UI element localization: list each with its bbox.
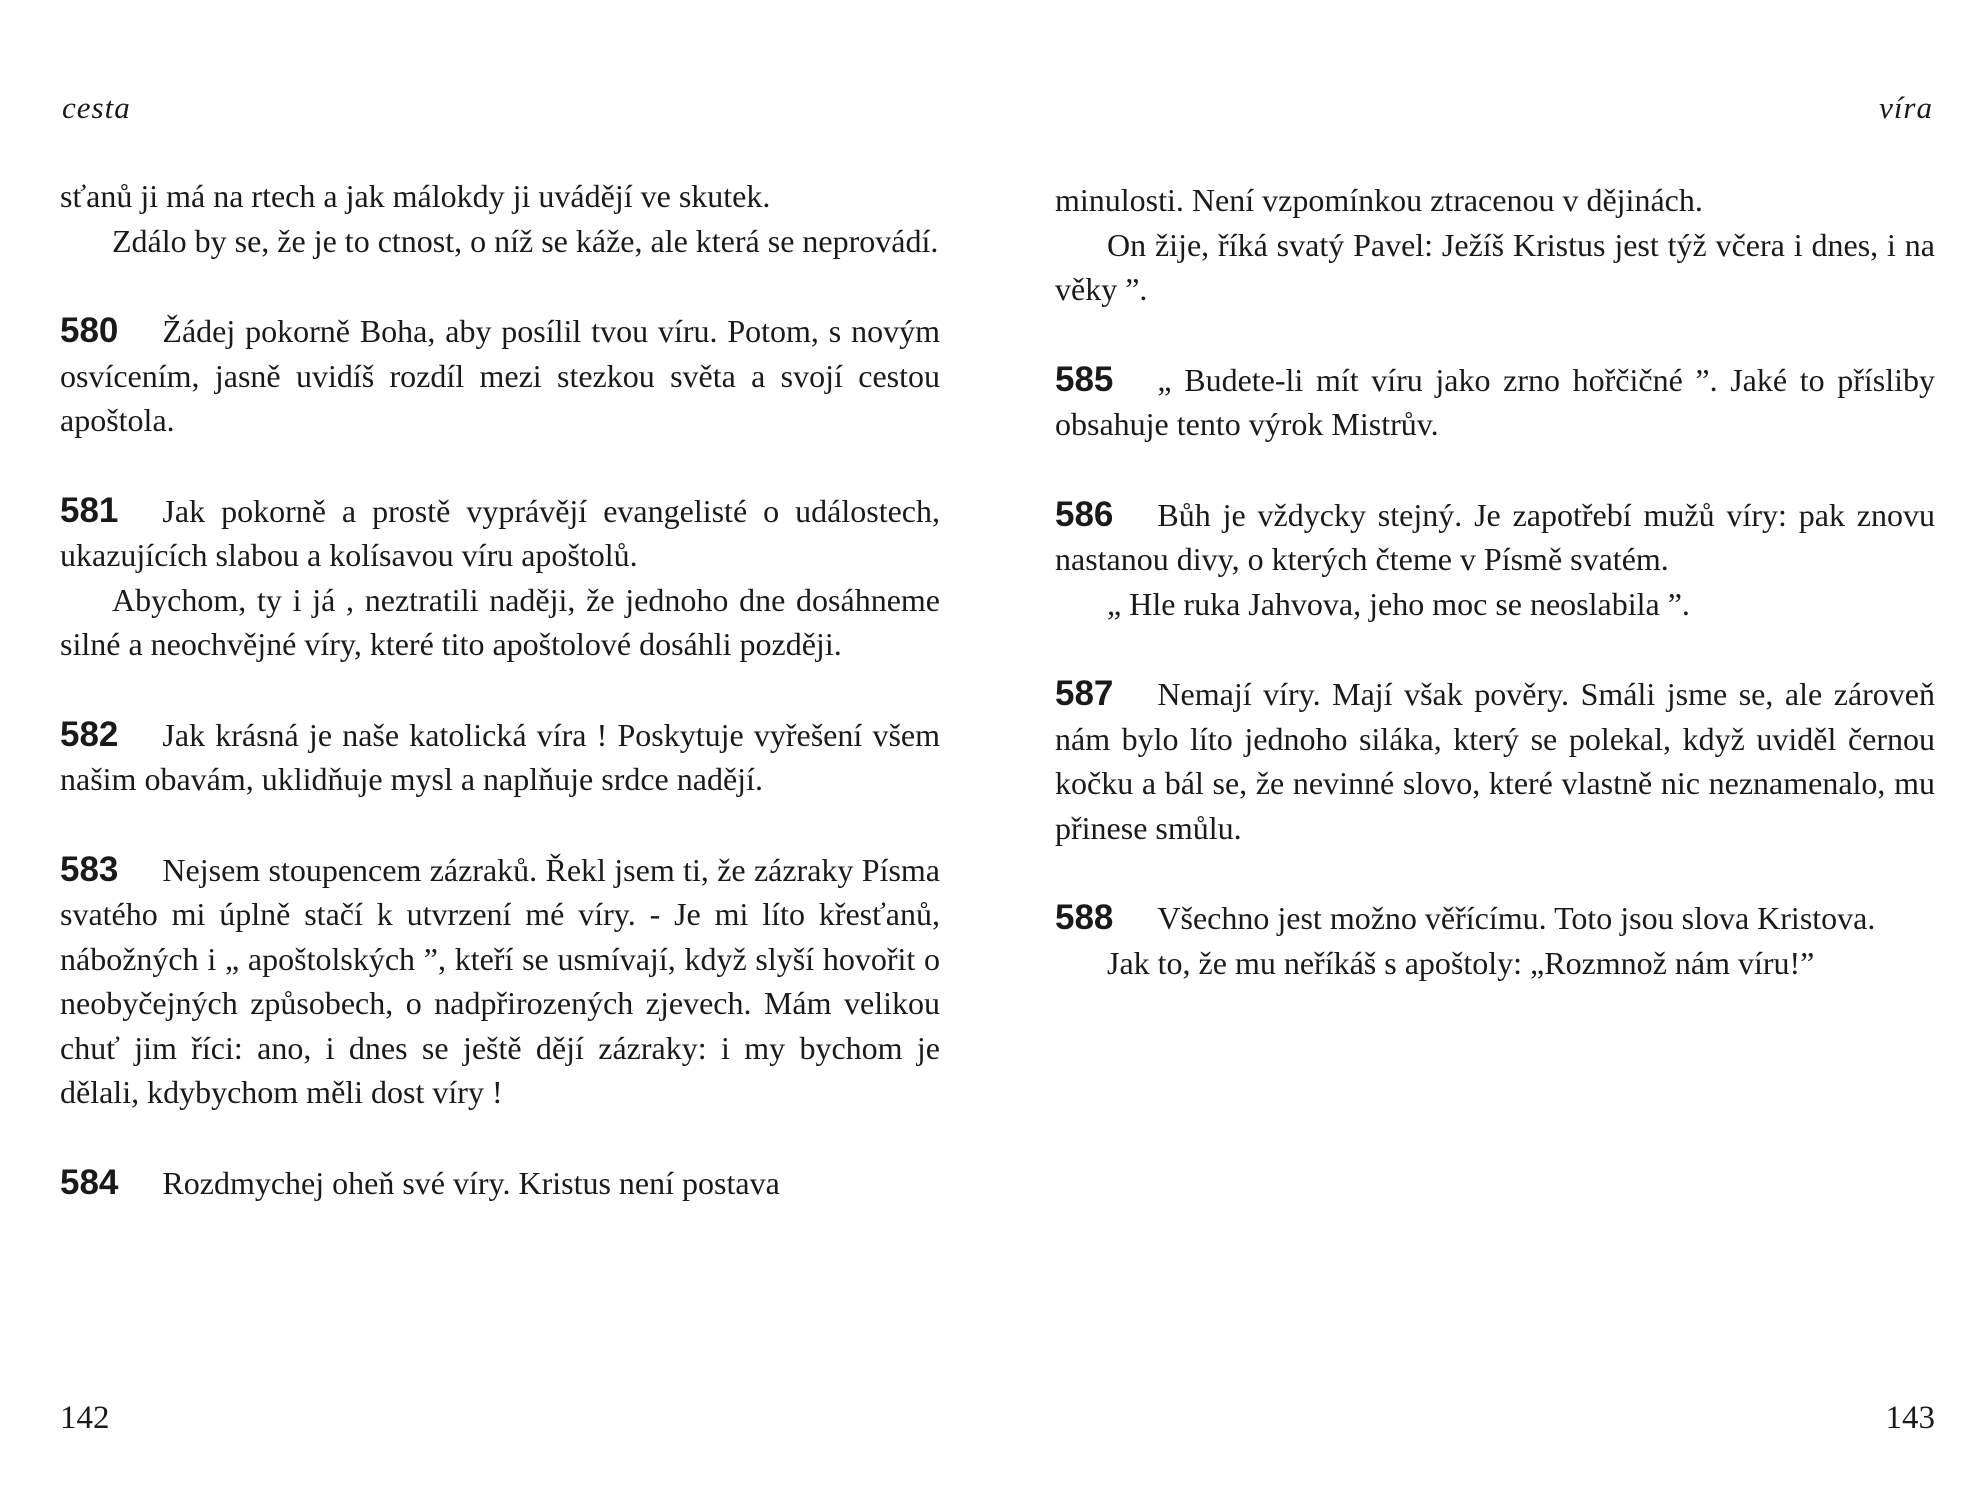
entry-text: Jak krásná je naše katolická víra ! Poskytuje vyřešení všem našim obavám, uklidňuje mysl a naplňuje srdce nadějí.	[60, 716, 940, 797]
lead-paragraph: On žije, říká svatý Pavel: Ježíš Kristus jest týž včera i dnes, i na věky ”.	[1055, 226, 1935, 307]
entry-continuation: Jak to, že mu neříkáš s apoštoly: „Rozmnož nám víru!”	[1107, 944, 1815, 981]
entry-number: 584	[60, 1162, 119, 1202]
left-page	[60, 0, 940, 1500]
entry-number: 580	[60, 311, 119, 350]
entry-number: 585	[1055, 359, 1114, 399]
entry-text: Bůh je vždycky stejný. Je zapotřebí mužů víry: pak znovu nastanou divy, o kterých čteme v Písmě svatém.	[1055, 496, 1935, 577]
entry-text: Všechno jest možno věřícímu. Toto jsou slova Kristova.	[1157, 900, 1876, 936]
lead-paragraph: Zdálo by se, že je to ctnost, o níž se káže, ale která se neprovádí.	[112, 222, 939, 259]
entry-number: 586	[1055, 494, 1114, 534]
entry-580	[60, 309, 940, 443]
entry-587	[1055, 672, 1935, 850]
running-head-left: cesta	[62, 90, 131, 125]
right-page	[1055, 0, 1935, 1500]
running-head-right: víra	[1879, 90, 1933, 125]
entry-582	[60, 713, 940, 802]
entry-581	[60, 489, 940, 667]
entry-text: Jak pokorně a prostě vyprávějí evangelisté o událostech, ukazujících slabou a kolísavou víru apoštolů.	[60, 492, 940, 573]
entry-583	[60, 848, 940, 1115]
lead-paragraph: sťanů ji má na rtech a jak málokdy ji uvádějí ve skutek.	[60, 178, 771, 214]
entry-text: Nemají víry. Mají však pověry. Smáli jsme se, ale zároveň nám bylo líto jednoho siláka, který se polekal, když uviděl černou kočku a bál se, že nevinné slovo, které vlastně nic neznamenalo, mu přinese smůlu.	[1055, 676, 1935, 846]
entry-text: Rozdmychej oheň své víry. Kristus není postava	[162, 1164, 780, 1201]
entry-number: 583	[60, 849, 119, 889]
entry-text: „ Budete-li mít víru jako zrno hořčičné ”. Jaké to přísliby obsahuje tento výrok Mistrův.	[1055, 361, 1935, 442]
page-number-right: 143	[1885, 1400, 1935, 1436]
left-page-text	[60, 174, 940, 1205]
entry-585	[1055, 358, 1935, 447]
entry-number: 587	[1055, 674, 1114, 713]
entry-text: Žádej pokorně Boha, aby posílil tvou víru. Potom, s novým osvícením, jasně uvidíš rozdíl mezi stezkou světa a svojí cestou apoštola.	[60, 313, 940, 438]
entry-continuation: „ Hle ruka Jahvova, jeho moc se neoslabila ”.	[1107, 585, 1690, 622]
right-page-text	[1055, 178, 1935, 985]
entry-number: 588	[1055, 898, 1114, 937]
entry-text: Nejsem stoupencem zázraků. Řekl jsem ti, že zázraky Písma svatého mi úplně stačí k utvrzení mé víry. - Je mi líto křesťanů, nábožných i „ apoštolských ”, kteří se usmívají, když slyší hovořit o neobyčejných způsobech, o nadpřirozených zjevech. Mám velikou chuť jim říci: ano, i dnes se ještě dějí zázraky: i my bychom je dělali, kdybychom měli dost víry !	[60, 851, 940, 1110]
entry-586	[1055, 493, 1935, 627]
entry-number: 581	[60, 490, 119, 530]
entry-number: 582	[60, 714, 119, 754]
entry-584	[60, 1161, 940, 1206]
entry-588	[1055, 896, 1935, 985]
lead-paragraph: minulosti. Není vzpomínkou ztracenou v dějinách.	[1055, 182, 1703, 218]
entry-continuation: Abychom, ty i já , neztratili naději, že jednoho dne dosáhneme silné a neochvějné víry, které tito apoštolové dosáhli později.	[60, 581, 940, 662]
page-number-left: 142	[60, 1400, 110, 1436]
